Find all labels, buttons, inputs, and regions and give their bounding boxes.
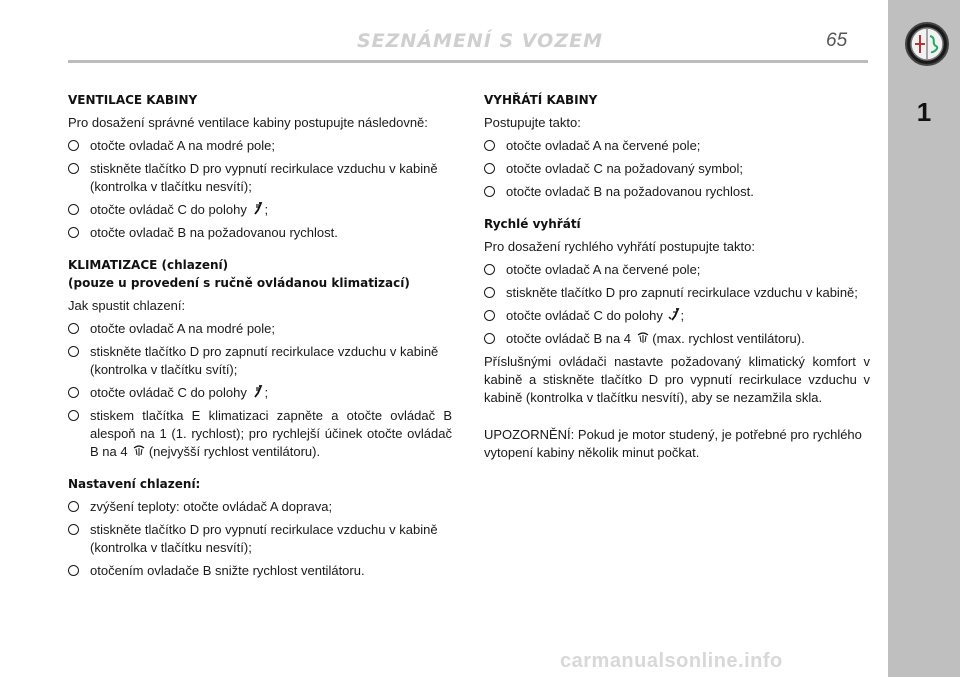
face-vent-icon — [252, 202, 264, 215]
quick-heating-steps — [484, 261, 870, 348]
page-number: 65 — [826, 30, 848, 51]
bullet-icon — [68, 227, 79, 238]
list-item: stiskněte tlačítko D pro zapnutí recirkulace vzduchu v kabině (kontrolka v tlačítku svítí); — [68, 343, 452, 379]
list-item: zvýšení teploty: otočte ovládač A doprava; — [68, 498, 452, 516]
face-vent-icon — [252, 385, 264, 398]
bullet-icon — [484, 186, 495, 197]
list-item: otočte ovladač A na modré pole; — [68, 137, 452, 155]
list-item: stiskněte tlačítko D pro vypnutí recirkulace vzduchu v kabině (kontrolka v tlačítku nesvítí); — [68, 160, 452, 196]
bullet-icon — [68, 204, 79, 215]
list-item: otočte ovládač C do polohy ; — [484, 307, 870, 325]
alfa-romeo-logo-icon — [905, 22, 949, 66]
bullet-icon — [484, 163, 495, 174]
face-feet-vent-icon — [668, 308, 680, 321]
quick-heating-paragraph: Příslušnými ovládači nastavte požadovaný klimatický komfort v kabině a stiskněte tlačítko D pro vypnutí recirkulace vzduchu v kabině (kontrolka v tlačítku nesvítí), aby se nezamžila skla. — [484, 354, 870, 405]
bullet-icon — [68, 323, 79, 334]
ventilation-heading: VENTILACE KABINY — [68, 93, 198, 107]
bullet-icon — [68, 163, 79, 174]
bullet-icon — [68, 140, 79, 151]
list-item: otočte ovladač A na červené pole; — [484, 261, 870, 279]
heating-heading: VYHŘÁTÍ KABINY — [484, 93, 598, 107]
bullet-icon — [484, 140, 495, 151]
list-item: stiskněte tlačítko D pro zapnutí recirkulace vzduchu v kabině; — [484, 284, 870, 302]
bullet-icon — [68, 501, 79, 512]
chapter-number: 1 — [916, 97, 932, 127]
bullet-icon — [68, 410, 79, 421]
air-conditioning-subheading: (pouze u provedení s ručně ovládanou klimatizací) — [68, 276, 410, 290]
bullet-icon — [68, 565, 79, 576]
ventilation-intro: Pro dosažení správné ventilace kabiny postupujte následovně: — [68, 115, 428, 130]
list-item: otočte ovladač B na požadovanou rychlost. — [484, 183, 870, 201]
quick-heating-intro: Pro dosažení rychlého vyhřátí postupujte takto: — [484, 239, 755, 254]
left-column — [68, 91, 452, 580]
section-title: SEZNÁMENÍ S VOZEM — [356, 30, 603, 52]
air-conditioning-heading: KLIMATIZACE (chlazení) — [68, 258, 229, 272]
list-item: stiskněte tlačítko D pro vypnutí recirkulace vzduchu v kabině (kontrolka v tlačítku nesvítí); — [68, 521, 452, 557]
bullet-icon — [484, 264, 495, 275]
bullet-icon — [484, 287, 495, 298]
list-item: otočením ovladače B snižte rychlost ventilátoru. — [68, 562, 452, 580]
bullet-icon — [68, 524, 79, 535]
heating-intro: Postupujte takto: — [484, 115, 581, 130]
air-conditioning-steps — [68, 320, 452, 461]
bullet-icon — [68, 387, 79, 398]
ventilation-steps — [68, 137, 452, 242]
list-item: otočte ovladač B na požadovanou rychlost. — [68, 224, 452, 242]
list-item: otočte ovládač C do polohy ; — [68, 201, 452, 219]
bullet-icon — [484, 310, 495, 321]
bullet-icon — [68, 346, 79, 357]
header-divider — [68, 60, 868, 63]
list-item: otočte ovladač A na modré pole; — [68, 320, 452, 338]
air-conditioning-intro: Jak spustit chlazení: — [68, 298, 186, 313]
fan-speed-4-icon — [637, 331, 649, 344]
list-item: otočte ovladač C na požadovaný symbol; — [484, 160, 870, 178]
list-item: otočte ovládač C do polohy ; — [68, 384, 452, 402]
watermark: carmanualsonline.info — [560, 650, 783, 672]
list-item: otočte ovládač B na 4 (max. rychlost ventilátoru). — [484, 330, 870, 348]
right-column — [484, 91, 870, 462]
list-item: otočte ovladač A na červené pole; — [484, 137, 870, 155]
list-item: stiskem tlačítka E klimatizaci zapněte a otočte ovládač B alespoň na 1 (1. rychlost); pro rychlejší účinek otočte ovládač B na 4 (nejvyšší rychlost ventilátoru). — [68, 407, 452, 461]
bullet-icon — [484, 333, 495, 344]
quick-heating-heading: Rychlé vyhřátí — [484, 217, 581, 231]
fan-speed-4-icon — [133, 444, 145, 457]
cooling-settings-steps — [68, 498, 452, 580]
cooling-settings-heading: Nastavení chlazení: — [68, 477, 201, 491]
warning-note: UPOZORNĚNÍ: Pokud je motor studený, je potřebné pro rychlého vytopení kabiny několik minut počkat. — [484, 427, 862, 460]
heating-steps — [484, 137, 870, 201]
